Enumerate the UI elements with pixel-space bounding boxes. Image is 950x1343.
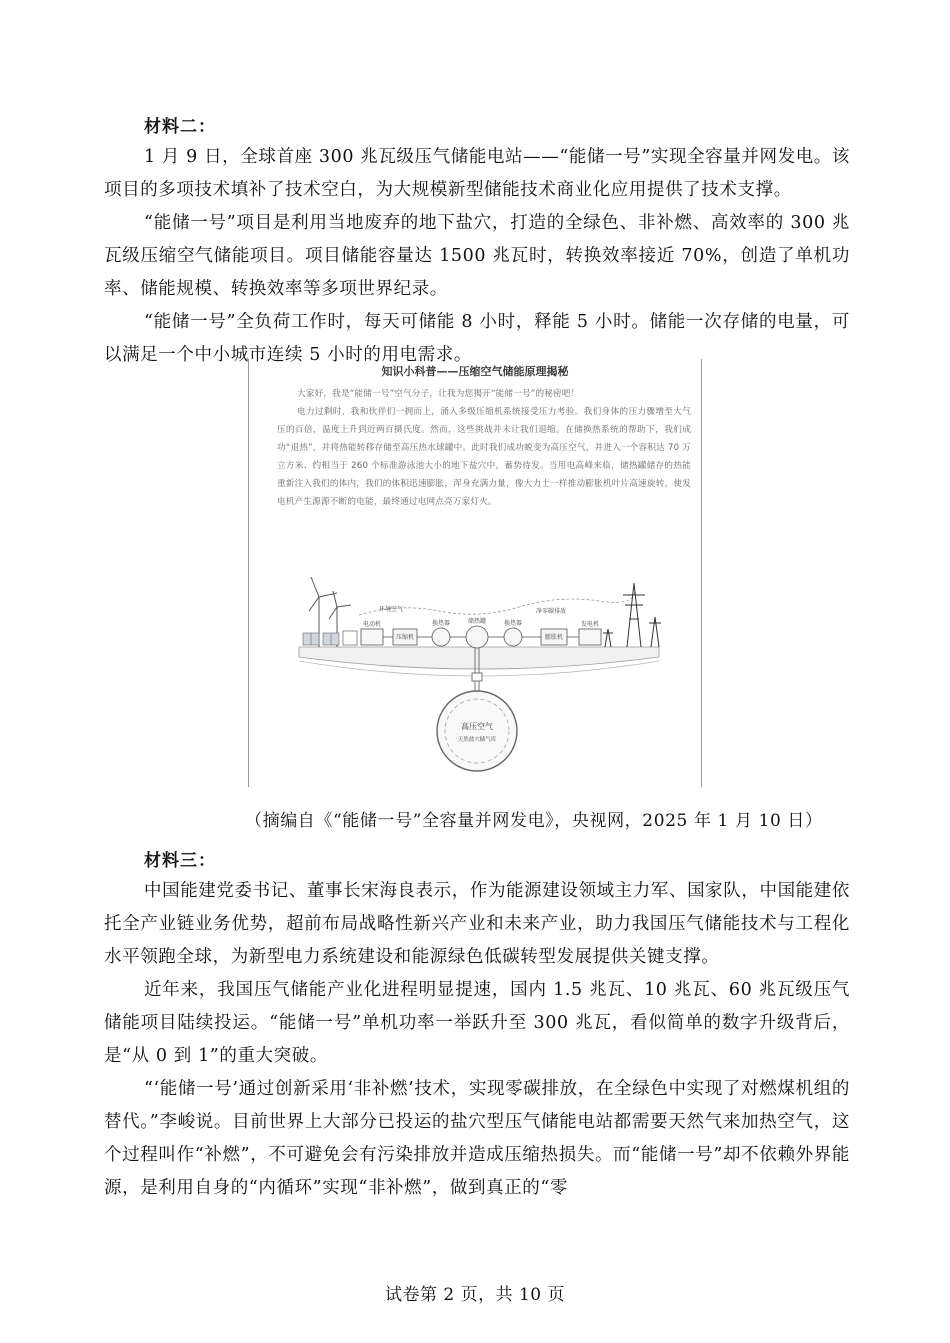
storage-tank-icon	[466, 626, 488, 648]
label-ambient-air: 环境空气	[378, 606, 404, 613]
solar-panel-icon	[303, 633, 339, 645]
science-figure	[248, 359, 702, 787]
heat-exchanger-2-icon	[504, 628, 522, 646]
switch-box-icon	[343, 631, 357, 645]
material-2-paragraph-1: 1 月 9 日，全球首座 300 兆瓦级压气储能电站——“能储一号”实现全容量并网发电。该项目的多项技术填补了技术空白，为大规模新型储能技术商业化应用提供了技术支撑。	[104, 147, 850, 200]
label-motor: 电动机	[362, 621, 382, 628]
label-salt-cavern: 天然盐穴储气库	[457, 737, 497, 743]
salt-cavern-icon	[437, 691, 517, 771]
heat-exchanger-1-icon	[432, 628, 450, 646]
material-3-heading: 材料三：	[144, 851, 216, 871]
material-2-heading: 材料二：	[144, 117, 216, 137]
label-storage-tank: 储热罐	[467, 618, 487, 625]
material-2-paragraph-3: “能储一号”全负荷工作时，每天可储能 8 小时，释能 5 小时。储能一次存储的电量，可以满足一个中小城市连续 5 小时的用电需求。	[104, 312, 850, 365]
label-compressor: 压缩机	[395, 634, 415, 641]
label-heat-exchanger-1: 换热器	[431, 620, 451, 627]
label-high-pressure-air: 高压空气	[461, 722, 493, 731]
generator-box	[579, 629, 601, 645]
figure-title: 知识小科普——压缩空气储能原理揭秘	[381, 365, 569, 378]
material-3-paragraph-2: 近年来，我国压气储能产业化进程明显提速，国内 1.5 兆瓦、10 兆瓦、60 兆瓦级压气储能项目陆续投运。“能储一号”单机功率一举跃升至 300 兆瓦，看似简单的数字升级背后，是“从 0 到 1”的重大突破。	[104, 980, 850, 1066]
material-3-paragraph-3: “‘能储一号’通过创新采用‘非补燃’技术，实现零碳排放，在全绿色中实现了对燃煤机组的替代。”李峻说。目前世界上大部分已投运的盐穴型压气储能电站都需要天然气来加热空气，这个过程叫作“补燃”，不可避免会有污染排放并造成压缩热损失。而“能储一号”却不依赖外界能源，是利用自身的“内循环”实现“非补燃”，做到真正的“零	[104, 1079, 850, 1198]
figure-body: 电力过剩时，我和伙伴们一拥而上，涌入多级压缩机系统接受压力考验。我们身体的压力骤增至大气压的百倍，温度上升到近两百摄氏度。然而，这些挑战并未让我们退缩。在储换热系统的帮助下，我们成功“退热”，并将热能转移存储至高压热水球罐中。此时我们成功蜕变为高压空气，并进入一个容积达 70 万立方米、约相当于 260 个标准游泳池大小的地下盐穴中，蓄势待发。当用电高峰来临，储热罐储存的热能重新注入我们的体内，我们的体积迅速膨胀，浑身充满力量，像大力士一样推动膨胀机叶片高速旋转，使发电机产生源源不断的电能，最终通过电网点亮万家灯火。	[277, 407, 691, 507]
page-footer: 试卷第 2 页，共 10 页	[384, 1285, 566, 1305]
source-citation: （摘编自《“能储一号”全容量并网发电》，央视网，2025 年 1 月 10 日）	[245, 811, 823, 831]
label-generator: 发电机	[580, 621, 600, 628]
motor-box	[361, 629, 383, 645]
transmission-tower-icon	[603, 583, 661, 647]
material-2-paragraph-2: “能储一号”项目是利用当地废弃的地下盐穴，打造的全绿色、非补燃、高效率的 300 兆瓦级压缩空气储能项目。项目储能容量达 1500 兆瓦时，转换效率接近 70%，创造了单机功率、储能规模、转换效率等多项世界纪录。	[104, 213, 850, 299]
label-expander: 膨胀机	[544, 634, 564, 641]
material-3-paragraph-1: 中国能建党委书记、董事长宋海良表示，作为能源建设领域主力军、国家队，中国能建依托全产业链业务优势，超前布局战略性新兴产业和未来产业，助力我国压气储能技术与工程化水平领跑全球，为新型电力系统建设和能源绿色低碳转型发展提供关键支撑。	[104, 881, 850, 967]
label-clean-air: 净零碳排放	[535, 608, 567, 615]
energy-storage-diagram	[289, 569, 669, 781]
figure-intro: 大家好，我是“能储一号”空气分子，让我为您揭开“能储一号”的秘密吧！	[297, 389, 580, 399]
label-heat-exchanger-2: 换热器	[503, 620, 523, 627]
